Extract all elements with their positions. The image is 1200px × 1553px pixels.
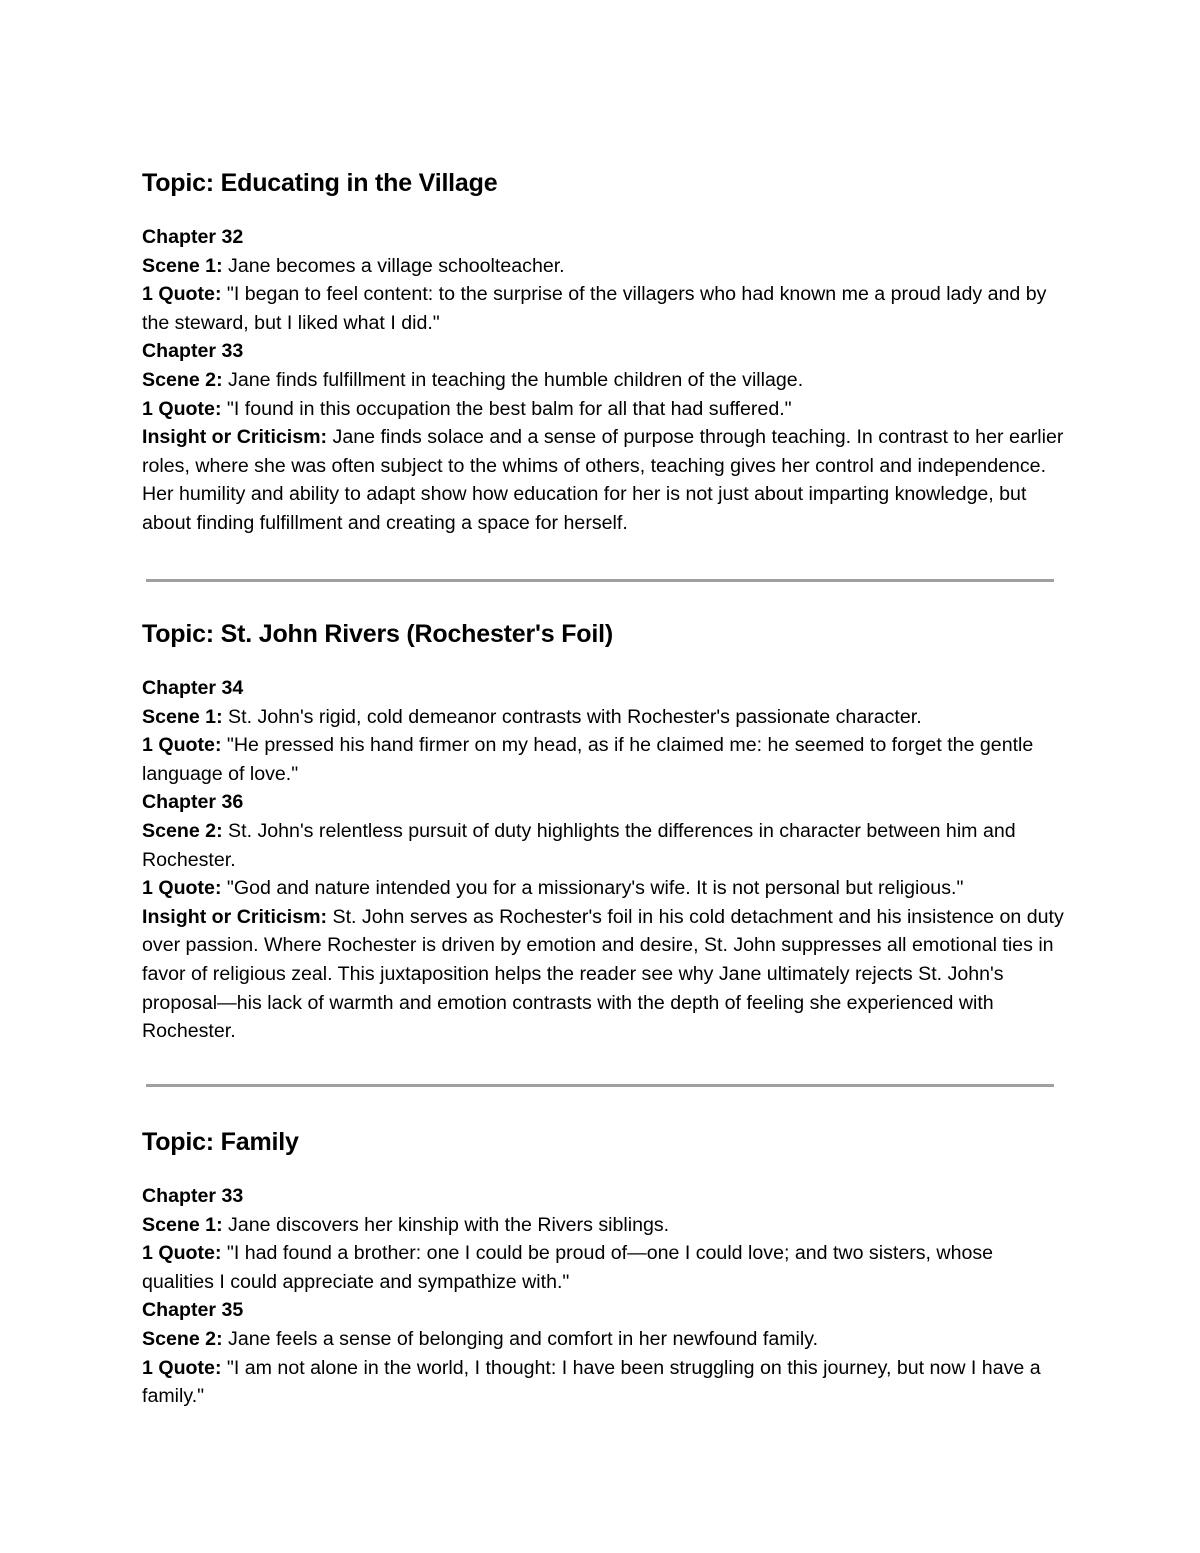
quote-text: "He pressed his hand firmer on my head, as if he claimed me: he seemed to forget the gentle language of love.": [142, 734, 1034, 785]
chapter-heading: Chapter 33: [142, 1185, 244, 1207]
section-divider: [146, 579, 1054, 582]
quote-label: 1 Quote:: [142, 1242, 222, 1265]
quote-line: [142, 874, 1067, 903]
topic-section-educating: [142, 168, 1067, 538]
scene-label: Scene 1:: [142, 254, 223, 277]
topic-title: Topic: St. John Rivers (Rochester's Foil): [142, 620, 613, 648]
chapter-heading: Chapter 35: [142, 1299, 244, 1322]
quote-label: 1 Quote:: [142, 397, 222, 420]
quote-line: [142, 731, 1067, 788]
insight-paragraph: [142, 423, 1067, 537]
quote-text: "I found in this occupation the best balm for all that had suffered.": [221, 397, 792, 420]
quote-line: [142, 280, 1067, 337]
scene-text: St. John's relentless pursuit of duty highlights the differences in character between him and Rochester.: [142, 819, 1016, 871]
quote-label: 1 Quote:: [142, 734, 222, 757]
chapter-heading: Chapter 32: [142, 226, 244, 248]
scene-line: [142, 817, 1067, 874]
scene-label: Scene 1:: [142, 1213, 223, 1236]
chapter-heading: Chapter 33: [142, 340, 244, 363]
insight-text: St. John serves as Rochester's foil in his cold detachment and his insistence on duty over passion. Where Rochester is driven by emotion and desire, St. John suppresses all emotional ties in favor of religious zeal. This juxtaposition helps the reader see why Jane ultimately rejects St. John's proposal—his lack of warmth and emotion contrasts with the depth of feeling she experienced with Rochester.: [142, 905, 1064, 1043]
scene-line: [142, 252, 1067, 281]
chapter-heading: Chapter 36: [142, 791, 244, 814]
topic-body: [142, 1182, 1067, 1411]
quote-line: [142, 1354, 1067, 1411]
scene-label: Scene 1:: [142, 705, 223, 728]
scene-text: Jane finds fulfillment in teaching the humble children of the village.: [222, 368, 804, 391]
scene-line: [142, 366, 1067, 395]
topic-title: Topic: Educating in the Village: [142, 169, 498, 197]
scene-label: Scene 2:: [142, 1327, 223, 1350]
topic-body: [142, 674, 1067, 1046]
scene-text: St. John's rigid, cold demeanor contrasts with Rochester's passionate character.: [222, 705, 922, 728]
scene-text: Jane feels a sense of belonging and comfort in her newfound family.: [222, 1327, 819, 1350]
insight-label: Insight or Criticism:: [142, 905, 328, 928]
quote-text: "I began to feel content: to the surprise of the villagers who had known me a proud lady and by the steward, but I liked what I did.": [142, 283, 1047, 334]
topic-section-st-john: [142, 619, 1067, 1046]
scene-line: [142, 1325, 1067, 1354]
insight-text: Jane finds solace and a sense of purpose through teaching. In contrast to her earlier roles, where she was often subject to the whims of others, teaching gives her control and independence. Her humility and ability to adapt show how education for her is not just about imparting knowledge, but about finding fulfillment and creating a space for herself.: [142, 426, 1064, 534]
insight-label: Insight or Criticism:: [142, 426, 328, 449]
quote-text: "I am not alone in the world, I thought: I have been struggling on this journey, but now I have a family.": [142, 1356, 1041, 1408]
scene-label: Scene 2:: [142, 819, 223, 842]
quote-line: [142, 1239, 1067, 1296]
chapter-heading: Chapter 34: [142, 677, 244, 699]
scene-line: [142, 703, 1067, 732]
scene-text: Jane discovers her kinship with the Rivers siblings.: [222, 1213, 670, 1236]
insight-paragraph: [142, 903, 1067, 1046]
topic-title: Topic: Family: [142, 1128, 299, 1156]
quote-text: "God and nature intended you for a missionary's wife. It is not personal but religious.": [221, 877, 964, 900]
quote-label: 1 Quote:: [142, 877, 222, 900]
quote-text: "I had found a brother: one I could be proud of—one I could love; and two sisters, whose qualities I could appreciate and sympathize with.": [142, 1242, 994, 1293]
scene-text: Jane becomes a village schoolteacher.: [222, 254, 565, 277]
topic-body: [142, 223, 1067, 538]
quote-label: 1 Quote:: [142, 283, 222, 306]
quote-label: 1 Quote:: [142, 1356, 222, 1379]
section-divider: [146, 1084, 1054, 1087]
scene-line: [142, 1211, 1067, 1240]
quote-line: [142, 395, 1067, 424]
topic-section-family: [142, 1127, 1067, 1411]
scene-label: Scene 2:: [142, 368, 223, 391]
